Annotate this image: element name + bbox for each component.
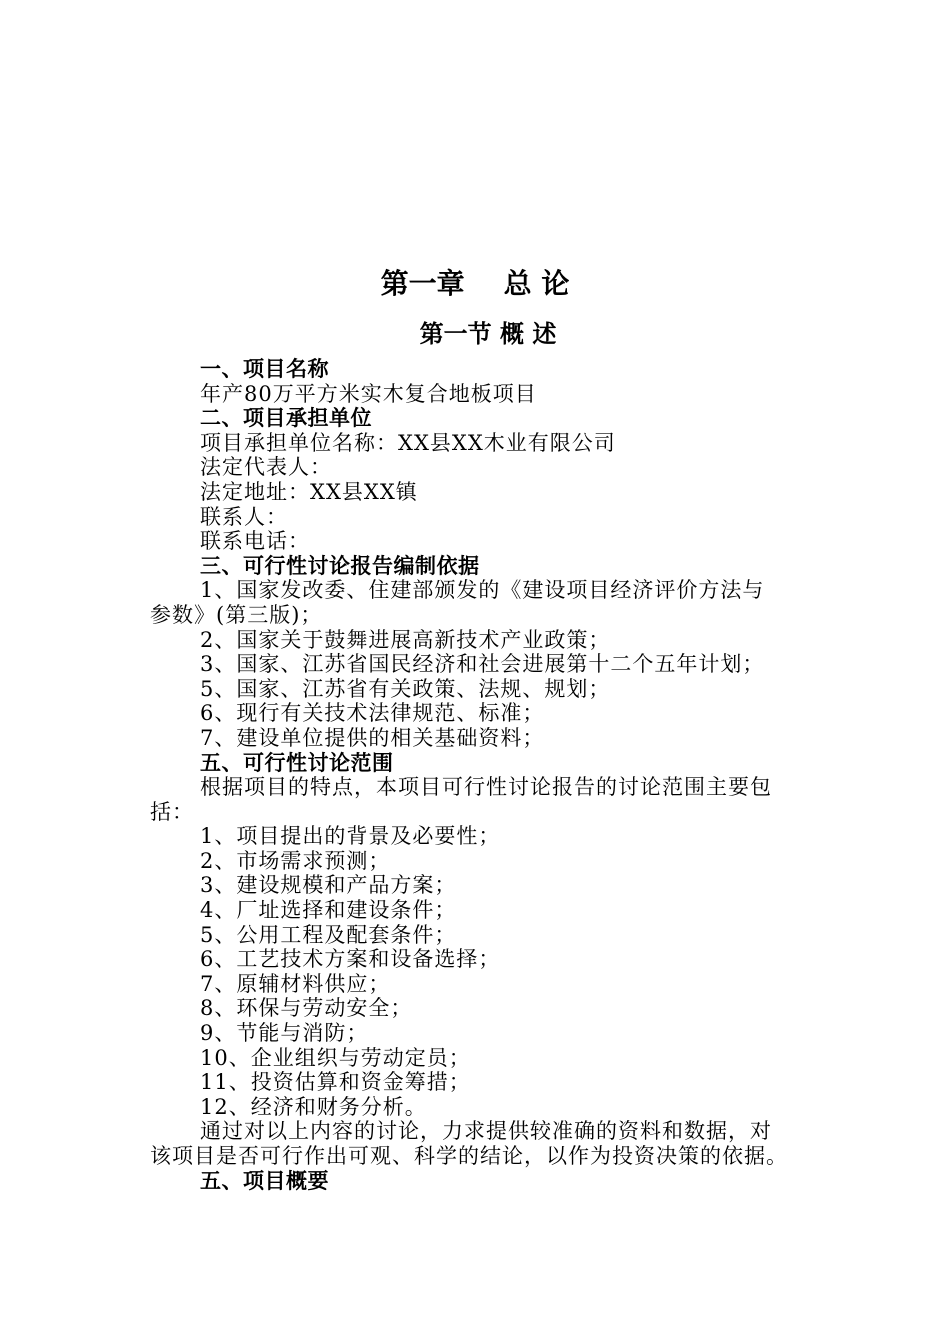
text-line: 4、厂址选择和建设条件； bbox=[200, 898, 457, 923]
text-line: 5、国家、江苏省有关政策、法规、规划； bbox=[200, 676, 611, 701]
text-line: 10、企业组织与劳动定员； bbox=[200, 1045, 471, 1070]
text-line: 7、建设单位提供的相关基础资料； bbox=[200, 725, 545, 750]
text-line: 项目承担单位名称：XX县XX木业有限公司 bbox=[200, 430, 616, 455]
text-line: 根据项目的特点，本项目可行性讨论报告的讨论范围主要包 bbox=[200, 775, 772, 800]
text-line: 括： bbox=[150, 799, 194, 824]
section-heading: 三、可行性讨论报告编制依据 bbox=[200, 553, 480, 578]
text-line: 法定地址：XX县XX镇 bbox=[200, 479, 418, 504]
text-line: 参数》(第三版)； bbox=[150, 602, 323, 627]
text-line: 12、经济和财务分析。 bbox=[200, 1094, 427, 1119]
text-line: 1、项目提出的背景及必要性； bbox=[200, 824, 501, 849]
text-line: 法定代表人： bbox=[200, 455, 332, 480]
text-line: 7、原辅材料供应； bbox=[200, 971, 391, 996]
text-line: 8、环保与劳动安全； bbox=[200, 996, 413, 1021]
text-line: 1、国家发改委、住建部颁发的《建设项目经济评价方法与 bbox=[200, 578, 765, 603]
text-line: 联系人： bbox=[200, 504, 288, 529]
section-heading: 一、项目名称 bbox=[200, 357, 329, 381]
section-heading: 五、项目概要 bbox=[200, 1168, 329, 1193]
document-body bbox=[150, 357, 840, 1193]
text-line: 9、节能与消防； bbox=[200, 1021, 369, 1046]
text-line: 11、投资估算和资金筹措； bbox=[200, 1070, 471, 1095]
text-line: 联系电话： bbox=[200, 529, 310, 554]
text-line: 该项目是否可行作出可观、科学的结论，以作为投资决策的依据。 bbox=[150, 1144, 788, 1168]
chapter-title: 第一章 总 论 bbox=[380, 267, 570, 300]
section-heading: 五、可行性讨论范围 bbox=[200, 750, 394, 775]
text-line: 通过对以上内容的讨论，力求提供较准确的资料和数据，对 bbox=[200, 1119, 772, 1144]
text-line: 5、公用工程及配套条件； bbox=[200, 922, 457, 947]
text-line: 年产80万平方米实木复合地板项目 bbox=[200, 381, 537, 406]
text-line: 3、建设规模和产品方案； bbox=[200, 873, 457, 898]
text-line: 3、国家、江苏省国民经济和社会进展第十二个五年计划； bbox=[200, 652, 765, 677]
text-line: 6、工艺技术方案和设备选择； bbox=[200, 947, 501, 972]
text-line: 2、市场需求预测； bbox=[200, 848, 391, 873]
text-line: 6、现行有关技术法律规范、标准； bbox=[200, 701, 545, 726]
text-line: 2、国家关于鼓舞进展高新技术产业政策； bbox=[200, 627, 611, 652]
section-heading: 二、项目承担单位 bbox=[200, 406, 372, 431]
section-title: 第一节 概 述 bbox=[419, 320, 557, 348]
